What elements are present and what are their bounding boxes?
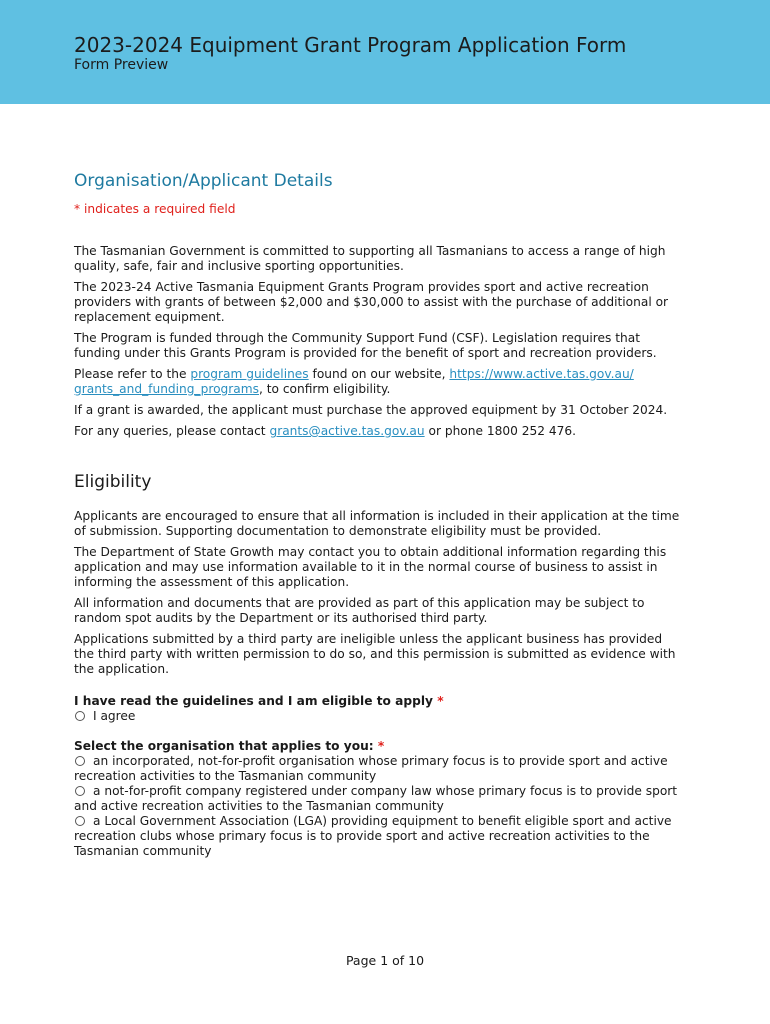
- website-link[interactable]: https://www.active.tas.gov.au/ grants_and_funding_programs: [74, 367, 634, 396]
- required-star: *: [437, 694, 444, 708]
- radio-circle-icon[interactable]: [75, 756, 85, 766]
- radio-option-company[interactable]: [74, 784, 684, 814]
- radio-option-label: a not-for-profit company registered under company law whose primary focus is to provide sport and active recreation activities to the Tasmanian community: [74, 784, 678, 813]
- eligibility-paragraph-2: The Department of State Growth may contact you to obtain additional information regarding this application and may use information available to it in the normal course of business to assist in informing the assessment of this application.: [74, 545, 667, 589]
- form-content: [74, 170, 684, 859]
- eligibility-question-label: [74, 694, 684, 709]
- intro-paragraph-5: If a grant is awarded, the applicant must purchase the approved equipment by 31 October 2024.: [74, 403, 668, 417]
- intro-paragraph-2: The 2023-24 Active Tasmania Equipment Grants Program provides sport and active recreation providers with grants of between $2,000 and $30,000 to assist with the purchase of additional or replacement equipment.: [74, 280, 669, 324]
- page-number: Page 1 of 10: [345, 953, 425, 968]
- eligibility-paragraph-3: All information and documents that are provided as part of this application may be subject to random spot audits by the Department or its authorised third party.: [74, 596, 645, 625]
- eligibility-paragraph-1: Applicants are encouraged to ensure that all information is included in their application at the time of submission. Supporting documentation to demonstrate eligibility must be provided.: [74, 509, 680, 538]
- radio-option-label: a Local Government Association (LGA) providing equipment to benefit eligible sport and active recreation clubs whose primary focus is to provide sport and active recreation activities to the Tasmanian community: [74, 814, 672, 858]
- radio-circle-icon[interactable]: [75, 711, 85, 721]
- intro-paragraph-6: [74, 424, 684, 439]
- radio-circle-icon[interactable]: [75, 786, 85, 796]
- organisation-type-question-label: [74, 739, 684, 754]
- organisation-type-question-text: Select the organisation that applies to you:: [74, 739, 374, 753]
- intro-paragraph-3: The Program is funded through the Community Support Fund (CSF). Legislation requires that funding under this Grants Program is provided for the benefit of sport and recreation providers.: [74, 331, 657, 360]
- radio-option-lga[interactable]: [74, 814, 684, 859]
- p4-text-pre: Please refer to the: [74, 367, 191, 381]
- eligibility-paragraph-4: Applications submitted by a third party are ineligible unless the applicant business has provided the third party with written permission to do so, and this permission is submitted as evidence with the application.: [74, 632, 676, 676]
- p6-text-pre: For any queries, please contact: [74, 424, 270, 438]
- radio-option-label: an incorporated, not-for-profit organisation whose primary focus is to provide sport and active recreation activities to the Tasmanian community: [74, 754, 668, 783]
- radio-option-i-agree[interactable]: [74, 709, 684, 724]
- intro-paragraph-4: [74, 367, 684, 397]
- email-link[interactable]: grants@active.tas.gov.au: [269, 424, 425, 438]
- section-heading-eligibility: Eligibility: [74, 472, 152, 492]
- required-star: *: [377, 739, 385, 753]
- form-title: 2023-2024 Equipment Grant Program Application Form: [74, 33, 627, 57]
- p6-text-post: or phone 1800 252 476.: [424, 424, 577, 438]
- p4-text-mid: found on our website,: [308, 367, 450, 381]
- section-heading-applicant-details: Organisation/Applicant Details: [74, 171, 333, 191]
- p4-text-post: , to confirm eligibility.: [258, 382, 391, 396]
- radio-option-label: I agree: [93, 709, 136, 723]
- program-guidelines-link[interactable]: program guidelines: [190, 367, 309, 381]
- form-subtitle: Form Preview: [74, 57, 169, 73]
- radio-option-incorporated[interactable]: [74, 754, 684, 784]
- intro-paragraph-1: The Tasmanian Government is committed to supporting all Tasmanians to access a range of high quality, safe, fair and inclusive sporting opportunities.: [74, 244, 666, 273]
- form-header: [0, 0, 770, 104]
- radio-circle-icon[interactable]: [75, 816, 85, 826]
- eligibility-question-text: I have read the guidelines and I am eligible to apply: [74, 694, 433, 708]
- required-field-note: * indicates a required field: [74, 202, 236, 216]
